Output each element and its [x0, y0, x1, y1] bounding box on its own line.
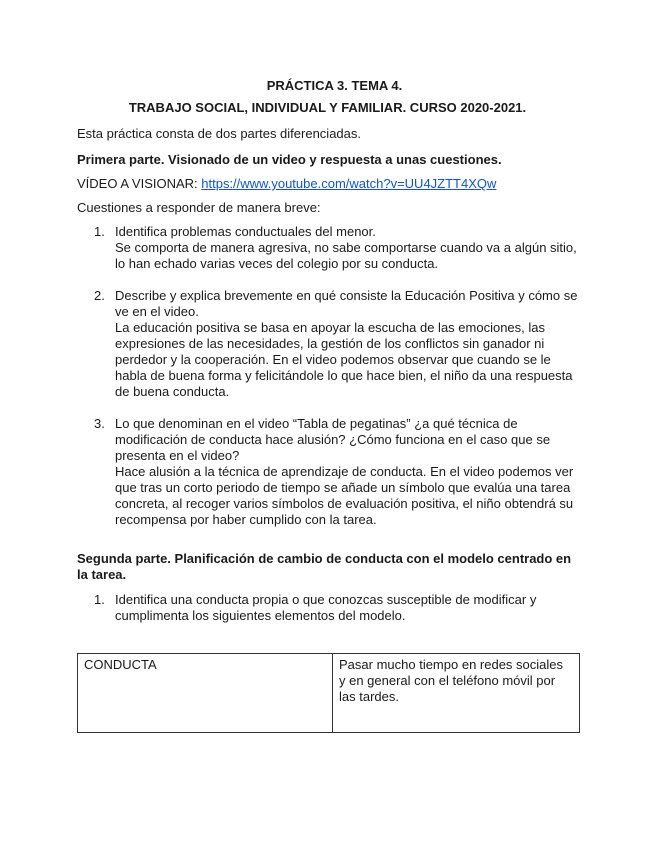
intro-text: Esta práctica consta de dos partes diferenciadas. — [77, 126, 361, 141]
questions-list — [94, 224, 579, 528]
table-row — [78, 654, 580, 733]
table-cell-label: CONDUCTA — [78, 654, 333, 733]
table-cell-value: Pasar mucho tiempo en redes sociales y en general con el teléfono móvil por las tardes. — [333, 654, 580, 733]
part1-heading: Primera parte. Visionado de un video y respuesta a unas cuestiones. — [77, 152, 502, 167]
item-number: 1. — [94, 592, 105, 607]
doc-subtitle: TRABAJO SOCIAL, INDIVIDUAL Y FAMILIAR. CURSO 2020-2021. — [128, 100, 527, 115]
video-label: VÍDEO A VISIONAR: — [77, 176, 202, 191]
item-number: 2. — [94, 288, 105, 303]
answer-text: La educación positiva se basa en apoyar la escucha de las emociones, las expresiones de las necesidades, la gestión de los conflictos sin ganador ni perdedor y la cooperación. En el video podemos observar que cuando se le habla de buena forma y felicitándole lo que hace bien, el niño da una respuesta de buena conducta. — [115, 320, 573, 399]
list-item — [94, 592, 579, 624]
part2-heading: Segunda parte. Planificación de cambio de conducta con el modelo centrado en la tarea. — [77, 551, 572, 582]
answer-text: Hace alusión a la técnica de aprendizaje de conducta. En el video podemos ver que tras un corto periodo de tiempo se añade un símbolo que evalúa una tarea concreta, al recoger varios símbolos de evaluación positiva, el niño obtendrá su recompensa por haber cumplido con la tarea. — [115, 464, 574, 527]
list-item — [94, 288, 579, 400]
question-text: Identifica problemas conductuales del menor. — [115, 224, 376, 239]
item-number: 1. — [94, 224, 105, 239]
part2-list — [94, 592, 579, 624]
question-text: Lo que denominan en el video “Tabla de pegatinas” ¿a qué técnica de modificación de conducta hace alusión? ¿Cómo funciona en el caso que se presenta en el video? — [115, 416, 551, 463]
video-link[interactable]: https://www.youtube.com/watch?v=UU4JZTT4XQw — [201, 176, 497, 191]
question-text: Describe y explica brevemente en qué consiste la Educación Positiva y cómo se ve en el video. — [115, 288, 578, 319]
model-table — [77, 653, 580, 733]
item-text: Identifica una conducta propia o que conozcas susceptible de modificar y cumplimenta los siguientes elementos del modelo. — [115, 592, 537, 623]
list-item — [94, 224, 579, 272]
questions-intro: Cuestiones a responder de manera breve: — [77, 200, 321, 215]
list-item — [94, 416, 579, 528]
doc-title: PRÁCTICA 3. TEMA 4. — [266, 78, 403, 93]
video-line — [77, 176, 582, 192]
item-number: 3. — [94, 416, 105, 431]
answer-text: Se comporta de manera agresiva, no sabe comportarse cuando va a algún sitio, lo han echado varias veces del colegio por su conducta. — [115, 240, 577, 271]
